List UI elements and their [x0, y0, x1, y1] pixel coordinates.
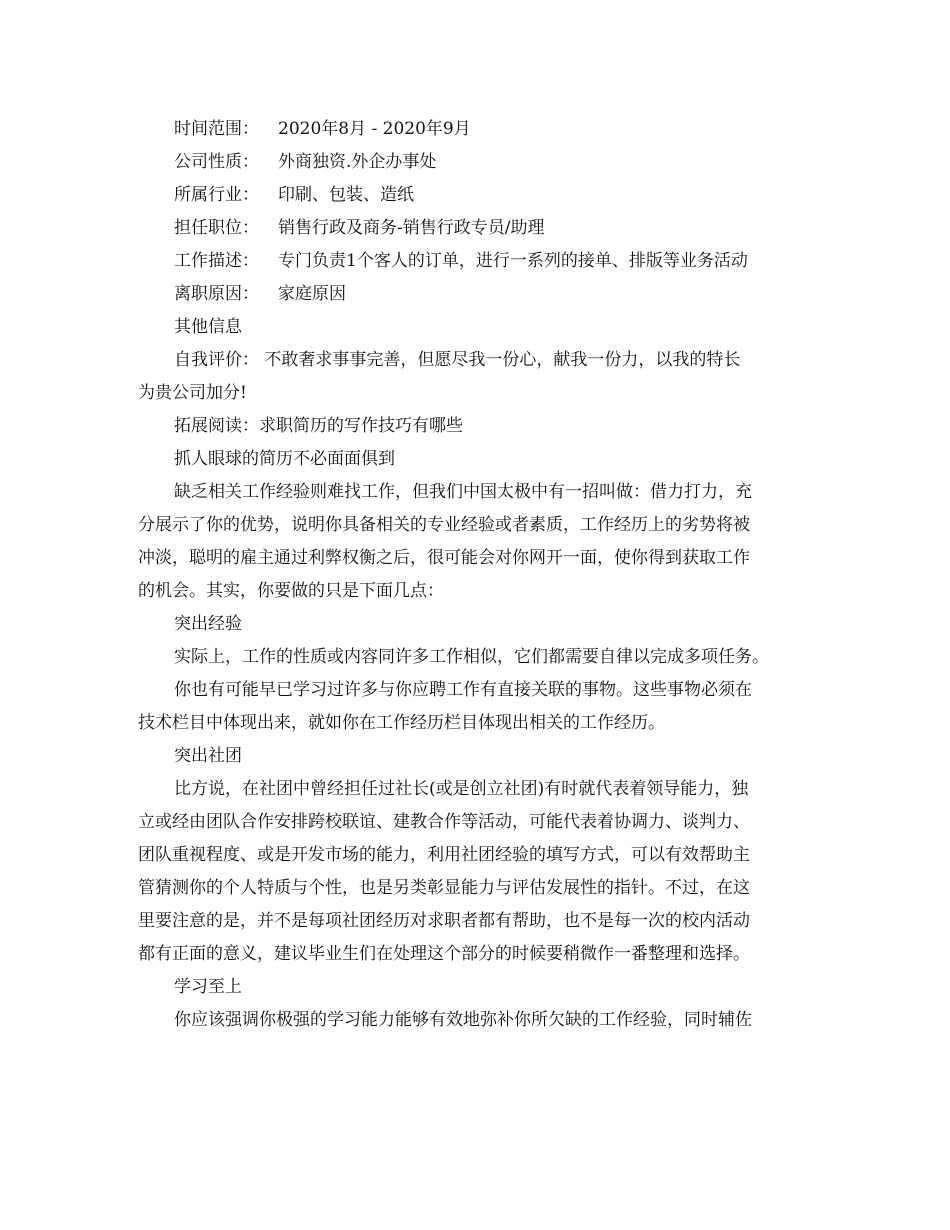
section-heading: 学习至上 — [174, 977, 242, 997]
paragraph-line: 团队重视程度、或是开发市场的能力，利用社团经验的填写方式，可以有效帮助主 — [138, 845, 750, 865]
field-label: 离职原因： — [174, 284, 259, 304]
field-value: 2020年8月 - 2020年9月 — [278, 119, 471, 139]
paragraph-line: 的机会。其实，你要做的只是下面几点： — [138, 581, 444, 601]
extended-reading: 拓展阅读：求职简历的写作技巧有哪些 — [174, 416, 463, 436]
paragraph-line: 比方说，在社团中曾经担任过社长(或是创立社团)有时就代表着领导能力，独 — [174, 779, 749, 799]
field-position — [138, 212, 822, 245]
field-leave-reason — [138, 278, 822, 311]
paragraph-line: 缺乏相关工作经验则难找工作，但我们中国太极中有一招叫做：借力打力，充 — [174, 482, 752, 502]
other-info-heading: 其他信息 — [174, 317, 242, 337]
field-label: 所属行业： — [174, 185, 259, 205]
self-evaluation-line: 为贵公司加分! — [138, 383, 247, 403]
field-label: 工作描述： — [174, 251, 259, 271]
paragraph-line: 实际上，工作的性质或内容同许多工作相似，它们都需要自律以完成多项任务。 — [174, 647, 769, 667]
paragraph-line: 管猜测你的个人特质与个性，也是另类彰显能力与评估发展性的指针。不过，在这 — [138, 878, 750, 898]
paragraph-line: 都有正面的意义，建议毕业生们在处理这个部分的时候要稍微作一番整理和选择。 — [138, 944, 750, 964]
article-title: 抓人眼球的简历不必面面俱到 — [174, 449, 395, 469]
field-value: 家庭原因 — [278, 284, 346, 304]
field-value: 外商独资.外企办事处 — [278, 152, 437, 172]
field-industry — [138, 179, 822, 212]
document-body — [138, 113, 822, 1037]
field-label: 担任职位： — [174, 218, 259, 238]
paragraph-line: 冲淡，聪明的雇主通过利弊权衡之后，很可能会对你网开一面，使你得到获取工作 — [138, 548, 750, 568]
field-value: 销售行政及商务-销售行政专员/助理 — [278, 218, 545, 238]
section-heading: 突出经验 — [174, 614, 242, 634]
paragraph-line: 分展示了你的优势，说明你具备相关的专业经验或者素质，工作经历上的劣势将被 — [138, 515, 750, 535]
paragraph-line: 立或经由团队合作安排跨校联谊、建教合作等活动，可能代表着协调力、谈判力、 — [138, 812, 750, 832]
field-label: 公司性质： — [174, 152, 259, 172]
field-company-type — [138, 146, 822, 179]
field-value: 印刷、包装、造纸 — [278, 185, 414, 205]
self-evaluation-line: 自我评价： 不敢奢求事事完善，但愿尽我一份心，献我一份力，以我的特长 — [174, 350, 741, 370]
paragraph-line: 你应该强调你极强的学习能力能够有效地弥补你所欠缺的工作经验，同时辅佐 — [174, 1010, 752, 1030]
field-time-range — [138, 113, 822, 146]
field-value: 专门负责1个客人的订单，进行一系列的接单、排版等业务活动 — [278, 251, 748, 271]
section-heading: 突出社团 — [174, 746, 242, 766]
paragraph-line: 里要注意的是，并不是每项社团经历对求职者都有帮助，也不是每一次的校内活动 — [138, 911, 750, 931]
paragraph-line: 你也有可能早已学习过许多与你应聘工作有直接关联的事物。这些事物必须在 — [174, 680, 752, 700]
field-job-description — [138, 245, 822, 278]
paragraph-line: 技术栏目中体现出来，就如你在工作经历栏目体现出相关的工作经历。 — [138, 713, 665, 733]
field-label: 时间范围： — [174, 119, 259, 139]
